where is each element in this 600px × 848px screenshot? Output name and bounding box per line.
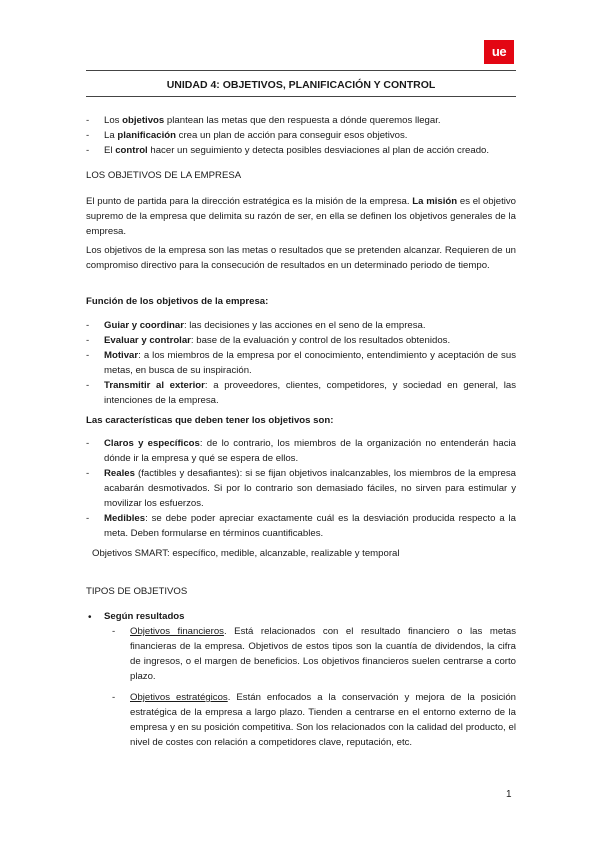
section-heading: TIPOS DE OBJETIVOS — [86, 586, 188, 597]
characteristic-item: - Claros y específicos: de lo contrario, los miembros de la organización no entenderán hacia dónde ir la empresa y qué se espera de ellos. — [86, 438, 516, 464]
section-heading: LOS OBJETIVOS DE LA EMPRESA — [86, 170, 242, 181]
financial-objectives-link: Objetivos financieros — [130, 626, 224, 637]
bullet-icon: • — [88, 612, 92, 623]
page-number: 1 — [506, 789, 512, 800]
types-list — [112, 624, 516, 750]
function-item: - Transmitir al exterior: a proveedores, clientes, competidores, y sociedad en general, las intenciones de la empresa. — [86, 380, 516, 406]
characteristics-list — [86, 436, 516, 541]
intro-item: - La planificación crea un plan de acción para conseguir esos objetivos. — [86, 130, 408, 141]
title-rule — [86, 96, 516, 97]
functions-list — [86, 318, 516, 408]
characteristic-item: - Reales (factibles y desafiantes): si se fijan objetivos inalcanzables, los miembros de la empresa acabarán desmotivados. Si por lo contrario son demasiado fáciles, no sirven para estimular y movilizar los esfuerzos. — [86, 468, 516, 509]
intro-item: - Los objetivos plantean las metas que den respuesta a dónde queremos llegar. — [86, 115, 441, 126]
characteristics-heading: Las características que deben tener los objetivos son: — [86, 415, 334, 426]
type-item: - Objetivos financieros. Está relacionados con el resultado financiero o las metas financieras de la empresa. Objetivos de estos tipos son la cuantía de dividendos, la cifra de ingresos, o el margen de beneficios. Los objetivos financieros suelen centrarse a corto plazo. — [112, 626, 516, 682]
type-item: - Objetivos estratégicos. Están enfocados a la conservación y mejora de la posición estratégica de la empresa a largo plazo. Tienden a centrarse en el entorno externo de la empresa y en su posición competitiva. Son los relacionados con la calidad del producto, el nivel de costes con relación a competidores clave, reputación, etc. — [112, 692, 516, 748]
intro-item: - El control hacer un seguimiento y detecta posibles desviaciones al plan de acción creado. — [86, 145, 490, 156]
function-item: - Guiar y coordinar: las decisiones y las acciones en el seno de la empresa. — [86, 320, 426, 331]
group-heading: Según resultados — [104, 611, 185, 622]
functions-heading: Función de los objetivos de la empresa: — [86, 296, 269, 307]
characteristic-item: - Medibles: se debe poder apreciar exactamente cuál es la desviación producida respecto a la meta. Deben formularse en términos cuantificables. — [86, 513, 516, 539]
header-rule — [86, 70, 516, 71]
function-item: - Evaluar y controlar: base de la evaluación y control de los resultados obtenidos. — [86, 335, 451, 346]
paragraph-mission: El punto de partida para la dirección estratégica es la misión de la empresa. La misión es el objetivo supremo de la empresa que delimita su razón de ser, en ella se definen los objetivos generales de la empresa. — [86, 196, 516, 237]
page-title: UNIDAD 4: OBJETIVOS, PLANIFICACIÓN Y CONTROL — [166, 79, 436, 91]
paragraph-objectives: Los objetivos de la empresa son las metas o resultados que se pretenden alcanzar. Requieren de un compromiso directivo para la consecución de resultados en un determinado periodo de tiempo. — [86, 245, 516, 271]
ue-logo: ue — [484, 40, 514, 64]
intro-list — [86, 113, 516, 158]
strategic-objectives-link: Objetivos estratégicos — [130, 692, 228, 703]
smart-note: Objetivos SMART: específico, medible, alcanzable, realizable y temporal — [92, 548, 400, 559]
function-item: - Motivar: a los miembros de la empresa por el conocimiento, entendimiento y aceptación de sus metas, en busca de su inspiración. — [86, 350, 516, 376]
